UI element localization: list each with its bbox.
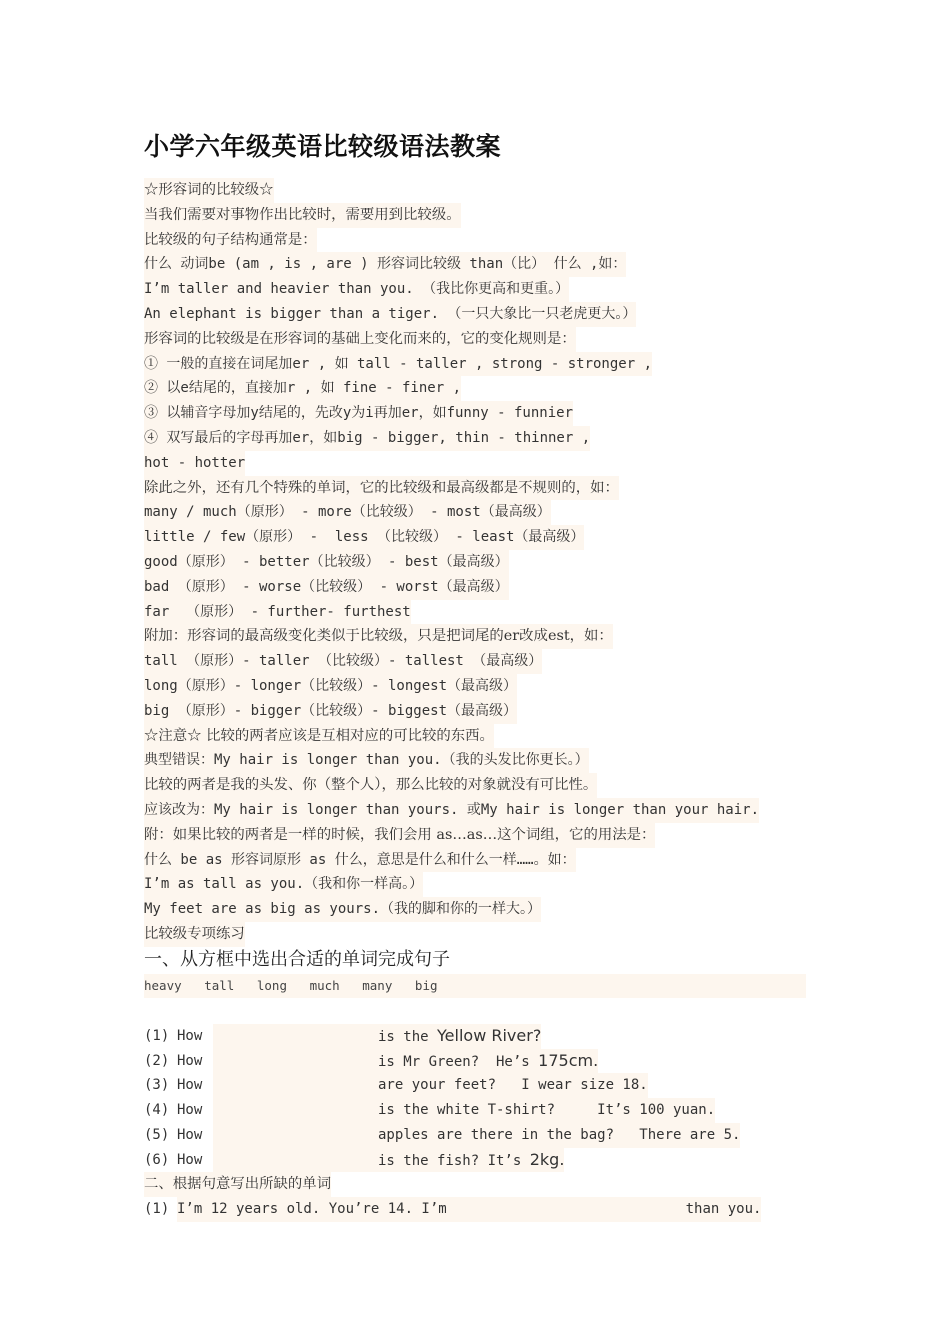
exercise-how: How — [177, 1102, 203, 1119]
text-line: 当我们需要对事物作出比较时，需要用到比较级。 — [144, 203, 461, 228]
exercise-text: apples are there in the bag? There are 5. — [378, 1123, 740, 1148]
exercise-text: is the white T-shirt? It’s 100 yuan. — [378, 1098, 715, 1123]
text-line: I’m as tall as you.（我和你一样高。） — [144, 872, 423, 897]
text-line: An elephant is bigger than a tiger. （一只大象比一只老虎更大。） — [144, 302, 636, 327]
text-line: 比较级的句子结构通常是： — [144, 228, 317, 253]
text-line: far （原形） - further- furthest — [144, 600, 411, 625]
exercise-item — [144, 1098, 824, 1123]
exercise-text-large: 175cm. — [538, 1050, 599, 1070]
spacer — [144, 998, 824, 1024]
answer-blank[interactable] — [213, 1049, 378, 1074]
text-line: bad （原形） - worse（比较级） - worst（最高级） — [144, 575, 509, 600]
exercise-item — [144, 1148, 824, 1173]
word-box: heavy tall long much many big — [144, 974, 806, 998]
answer-blank[interactable] — [213, 1098, 378, 1123]
exercise-how: How — [177, 1077, 203, 1094]
grammar-notes — [144, 178, 824, 947]
text-line: 什么 动词be (am , is , are ) 形容词比较级 than（比） 什么 ,如： — [144, 252, 626, 277]
exercise-text-large: Yellow River? — [437, 1025, 542, 1045]
exercise-item — [144, 1073, 824, 1098]
text-line: 什么 be as 形容词原形 as 什么，意思是什么和什么一样……。如： — [144, 848, 576, 873]
fill-text-after: than you. — [677, 1197, 761, 1222]
exercise-how: How — [177, 1126, 203, 1143]
exercise-item — [144, 1123, 824, 1148]
answer-blank[interactable] — [213, 1148, 378, 1173]
text-line: little / few（原形） - less （比较级） - least（最高级） — [144, 525, 584, 550]
fill-number: (1) — [144, 1201, 170, 1218]
fill-item — [144, 1197, 824, 1222]
exercise-list — [144, 1024, 824, 1173]
exercise-number: (5) — [144, 1126, 170, 1143]
exercise-text: is the fish? It’s — [378, 1152, 530, 1169]
text-line: 典型错误：My hair is longer than you.（我的头发比你更长。） — [144, 748, 589, 773]
fill-text-before: I’m 12 years old. You’re 14. I’m — [177, 1197, 455, 1222]
text-line: tall （原形）- taller （比较级）- tallest （最高级） — [144, 649, 542, 674]
exercise-text: is the — [378, 1028, 438, 1045]
exercise-how: How — [177, 1052, 203, 1069]
text-line: 比较的两者是我的头发、你（整个人），那么比较的对象就没有可比性。 — [144, 773, 597, 798]
text-line: ④ 双写最后的字母再加er，如big - bigger, thin - thinner , — [144, 426, 590, 451]
text-line: many / much（原形） - more（比较级） - most（最高级） — [144, 500, 551, 525]
section-heading-1: 一、从方框中选出合适的单词完成句子 — [144, 947, 450, 973]
exercise-text: is Mr Green? He’s — [378, 1053, 539, 1070]
text-line: My feet are as big as yours.（我的脚和你的一样大。） — [144, 897, 541, 922]
text-line: I’m taller and heavier than you. （我比你更高和更重。） — [144, 277, 569, 302]
answer-blank[interactable] — [213, 1073, 378, 1098]
text-line: good（原形） - better（比较级） - best（最高级） — [144, 550, 509, 575]
answer-blank[interactable] — [213, 1024, 378, 1049]
text-line: ② 以e结尾的，直接加r , 如 fine - finer , — [144, 376, 461, 401]
exercise-number: (6) — [144, 1151, 170, 1168]
exercise-text-large: 2kg. — [529, 1149, 565, 1169]
exercise-item — [144, 1024, 824, 1049]
exercise-how: How — [177, 1151, 203, 1168]
answer-blank[interactable] — [213, 1123, 378, 1148]
exercise-number: (1) — [144, 1027, 170, 1044]
text-line: 应该改为：My hair is longer than yours. 或My hair is longer than your hair. — [144, 798, 759, 823]
text-line: 附加：形容词的最高级变化类似于比较级，只是把词尾的er改成est，如： — [144, 624, 613, 649]
text-line: long（原形）- longer（比较级）- longest（最高级） — [144, 674, 517, 699]
exercise-number: (4) — [144, 1102, 170, 1119]
document-page — [144, 130, 824, 1222]
exercise-text: are your feet? I wear size 18. — [378, 1073, 648, 1098]
text-line: 形容词的比较级是在形容词的基础上变化而来的，它的变化规则是： — [144, 327, 576, 352]
text-line: ③ 以辅音字母加y结尾的，先改y为i再加er，如funny - funnier — [144, 401, 573, 426]
text-line: big （原形）- bigger（比较级）- biggest（最高级） — [144, 699, 517, 724]
exercise-item — [144, 1049, 824, 1074]
text-line: 比较级专项练习 — [144, 922, 245, 947]
text-line: 附：如果比较的两者是一样的时候，我们会用 as…as…这个词组，它的用法是： — [144, 823, 655, 848]
section-heading-2: 二、根据句意写出所缺的单词 — [144, 1172, 331, 1197]
text-line: hot - hotter — [144, 451, 245, 476]
text-line: 除此之外，还有几个特殊的单词，它的比较级和最高级都是不规则的，如： — [144, 476, 619, 501]
exercise-number: (3) — [144, 1077, 170, 1094]
text-line: ☆注意☆ 比较的两者应该是互相对应的可比较的东西。 — [144, 724, 494, 749]
text-line: ☆形容词的比较级☆ — [144, 178, 274, 203]
document-title: 小学六年级英语比较级语法教案 — [144, 132, 502, 161]
text-line: ① 一般的直接在词尾加er , 如 tall - taller , strong - stronger , — [144, 352, 652, 377]
answer-blank[interactable] — [455, 1197, 677, 1222]
exercise-how: How — [177, 1027, 203, 1044]
exercise-number: (2) — [144, 1052, 170, 1069]
